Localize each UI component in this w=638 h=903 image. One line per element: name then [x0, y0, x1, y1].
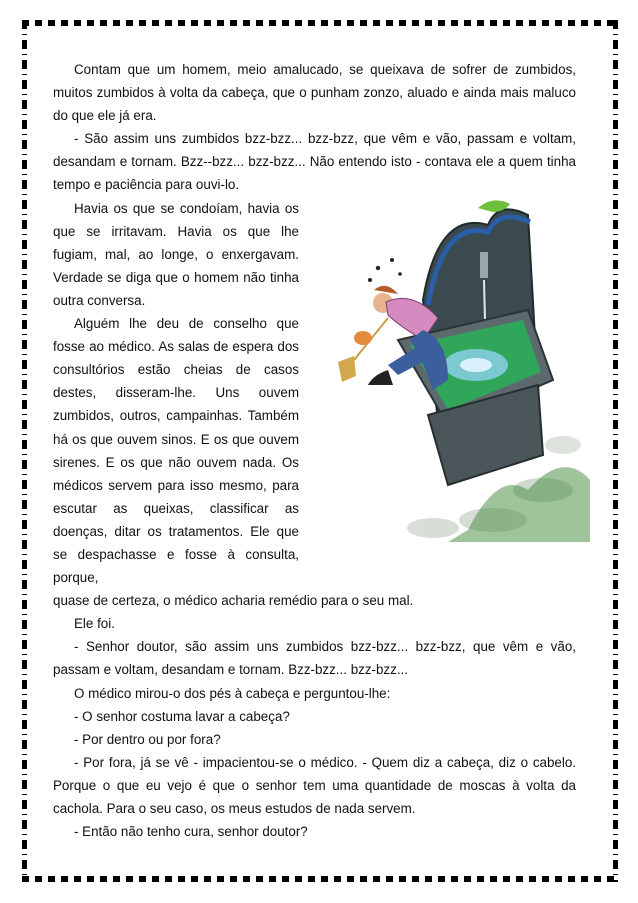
paragraph: Havia os que se condoíam, havia os que se irritavam. Havia os que lhe fugiam, mal, ao longe, o enxergavam. Verdade se diga que o homem não tinha outra conversa.	[53, 200, 299, 308]
paragraph: - O senhor costuma lavar a cabeça?	[74, 708, 290, 724]
border-right	[613, 20, 618, 882]
paragraph: Alguém lhe deu de conselho que fosse ao médico. As salas de espera dos consultórios estão cheias de casos destes, disseram-lhe. Uns ouvem zumbidos, outros, campainhas. Também há os que ouvem sinos. E os que ouvem sirenes. E os que não ouvem nada. Os médicos servem para isso mesmo, para escutar as queixas, classificar as doenças, ditar os tratamentos. Ele que se despachasse e fosse à consulta, porque,	[53, 316, 299, 586]
border-bottom	[22, 876, 618, 882]
paragraph: - São assim uns zumbidos bzz-bzz... bzz-bzz, que vêm e vão, passam e voltam, desandam e tornam. Bzz--bzz... bzz-bzz... Não entendo isto - contava ele a quem tinha tempo e paciência para ouvi-lo.	[53, 131, 576, 193]
fountain-illustration	[328, 190, 590, 542]
border-top	[22, 20, 618, 26]
paragraph: - Por dentro ou por fora?	[74, 731, 221, 747]
border-left	[22, 20, 27, 882]
paragraph: O médico mirou-o dos pés à cabeça e perguntou-lhe:	[74, 685, 391, 701]
paragraph: - Por fora, já se vê - impacientou-se o médico. - Quem diz a cabeça, diz o cabelo. Porque o que eu vejo é que o senhor tem uma quantidade de moscas à volta da cachola. Para o seu caso, os meus estudos de nada servem.	[53, 754, 576, 816]
paragraph: - Senhor doutor, são assim uns zumbidos bzz-bzz... bzz-bzz, que vêm e vão, passam e voltam, desandam e tornam. Bzz-bzz... bzz-bzz...	[53, 639, 576, 678]
paragraph: quase de certeza, o médico acharia remédio para o seu mal.	[53, 593, 414, 609]
water-swirl-center	[460, 358, 492, 372]
paragraph: Contam que um homem, meio amalucado, se queixava de sofrer de zumbidos, muitos zumbidos à volta da cabeça, que o punham zonzo, aluado e ainda mais maluco do que ele já era.	[53, 62, 576, 124]
paragraph: - Então não tenho cura, senhor doutor?	[74, 824, 308, 840]
flies	[368, 258, 402, 282]
paragraph: Ele foi.	[74, 616, 115, 632]
water-spout	[480, 252, 488, 278]
water-stream	[484, 280, 485, 320]
